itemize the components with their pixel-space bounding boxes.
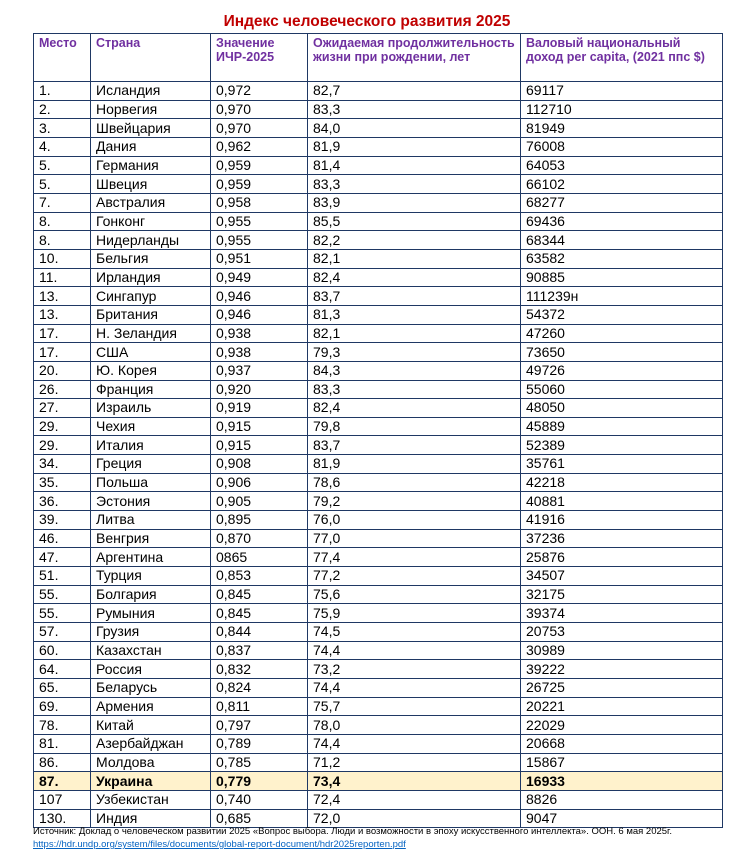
cell-place: 78. (34, 716, 91, 735)
cell-country: Аргентина (91, 548, 211, 567)
cell-country: Италия (91, 436, 211, 455)
cell-hdi: 0,844 (211, 623, 308, 642)
cell-place: 20. (34, 361, 91, 380)
cell-life-expectancy: 85,5 (308, 212, 521, 231)
table-row (34, 529, 723, 548)
cell-country: Молдова (91, 753, 211, 772)
cell-life-expectancy: 79,2 (308, 492, 521, 511)
table-row (34, 716, 723, 735)
cell-gni: 49726 (521, 361, 723, 380)
cell-life-expectancy: 84,3 (308, 361, 521, 380)
cell-gni: 68277 (521, 193, 723, 212)
cell-life-expectancy: 83,7 (308, 436, 521, 455)
cell-country: Израиль (91, 399, 211, 418)
table-row (34, 100, 723, 119)
cell-country: Норвегия (91, 100, 211, 119)
cell-life-expectancy: 74,4 (308, 734, 521, 753)
cell-place: 5. (34, 175, 91, 194)
page-title: Индекс человеческого развития 2025 (223, 13, 511, 30)
cell-country: США (91, 343, 211, 362)
cell-country: Венгрия (91, 529, 211, 548)
table-row (34, 492, 723, 511)
cell-country: Гонконг (91, 212, 211, 231)
cell-place: 13. (34, 305, 91, 324)
cell-life-expectancy: 81,9 (308, 455, 521, 474)
cell-gni: 39222 (521, 660, 723, 679)
cell-gni: 48050 (521, 399, 723, 418)
cell-life-expectancy: 81,4 (308, 156, 521, 175)
cell-place: 5. (34, 156, 91, 175)
cell-gni: 73650 (521, 343, 723, 362)
header-place: Место (34, 34, 91, 82)
cell-life-expectancy: 82,2 (308, 231, 521, 250)
cell-place: 26. (34, 380, 91, 399)
table-header-row (34, 34, 723, 82)
table-row (34, 436, 723, 455)
cell-hdi: 0,797 (211, 716, 308, 735)
table-row (34, 343, 723, 362)
cell-place: 47. (34, 548, 91, 567)
table-row (34, 473, 723, 492)
cell-country: Румыния (91, 604, 211, 623)
cell-place: 81. (34, 734, 91, 753)
cell-country: Армения (91, 697, 211, 716)
cell-country: Н. Зеландия (91, 324, 211, 343)
cell-place: 57. (34, 623, 91, 642)
table-row (34, 380, 723, 399)
cell-gni: 41916 (521, 511, 723, 530)
cell-hdi: 0,920 (211, 380, 308, 399)
cell-country: Исландия (91, 82, 211, 101)
cell-place: 17. (34, 324, 91, 343)
cell-country: Литва (91, 511, 211, 530)
cell-gni: 20668 (521, 734, 723, 753)
cell-hdi: 0865 (211, 548, 308, 567)
table-row (34, 268, 723, 287)
header-gni: Валовый национальный доход per capita, (2021 ппс $) (521, 34, 723, 82)
cell-life-expectancy: 81,9 (308, 137, 521, 156)
cell-gni: 16933 (521, 772, 723, 791)
cell-hdi: 0,845 (211, 604, 308, 623)
cell-life-expectancy: 82,4 (308, 268, 521, 287)
cell-gni: 8826 (521, 790, 723, 809)
cell-country: Ирландия (91, 268, 211, 287)
cell-hdi: 0,955 (211, 231, 308, 250)
cell-place: 55. (34, 585, 91, 604)
cell-place: 11. (34, 268, 91, 287)
table-row (34, 511, 723, 530)
table-row (34, 734, 723, 753)
cell-life-expectancy: 82,7 (308, 82, 521, 101)
cell-place: 55. (34, 604, 91, 623)
cell-gni: 42218 (521, 473, 723, 492)
cell-life-expectancy: 77,4 (308, 548, 521, 567)
table-row (34, 324, 723, 343)
table-row (34, 193, 723, 212)
cell-hdi: 0,949 (211, 268, 308, 287)
cell-country: Австралия (91, 193, 211, 212)
cell-hdi: 0,915 (211, 436, 308, 455)
table-row (34, 417, 723, 436)
cell-life-expectancy: 75,9 (308, 604, 521, 623)
cell-hdi: 0,811 (211, 697, 308, 716)
cell-gni: 20221 (521, 697, 723, 716)
cell-gni: 81949 (521, 119, 723, 138)
cell-life-expectancy: 82,1 (308, 249, 521, 268)
cell-hdi: 0,785 (211, 753, 308, 772)
cell-hdi: 0,740 (211, 790, 308, 809)
cell-hdi: 0,959 (211, 156, 308, 175)
cell-place: 10. (34, 249, 91, 268)
cell-life-expectancy: 73,4 (308, 772, 521, 791)
cell-place: 86. (34, 753, 91, 772)
source-link[interactable]: https://hdr.undp.org/system/files/documents/global-report-document/hdr2025reporten.pdf (33, 839, 406, 850)
cell-place: 13. (34, 287, 91, 306)
cell-gni: 63582 (521, 249, 723, 268)
cell-hdi: 0,832 (211, 660, 308, 679)
cell-place: 34. (34, 455, 91, 474)
cell-place: 27. (34, 399, 91, 418)
cell-hdi: 0,972 (211, 82, 308, 101)
cell-country: Ю. Корея (91, 361, 211, 380)
cell-country: Греция (91, 455, 211, 474)
table-row (34, 212, 723, 231)
cell-life-expectancy: 72,4 (308, 790, 521, 809)
cell-life-expectancy: 72,0 (308, 809, 521, 828)
cell-gni: 76008 (521, 137, 723, 156)
table-row (34, 399, 723, 418)
cell-gni: 37236 (521, 529, 723, 548)
cell-gni: 64053 (521, 156, 723, 175)
cell-gni: 39374 (521, 604, 723, 623)
cell-country: Грузия (91, 623, 211, 642)
cell-gni: 26725 (521, 679, 723, 698)
cell-hdi: 0,970 (211, 100, 308, 119)
cell-life-expectancy: 83,3 (308, 380, 521, 399)
table-row (34, 548, 723, 567)
cell-country: Британия (91, 305, 211, 324)
cell-gni: 34507 (521, 567, 723, 586)
cell-place: 36. (34, 492, 91, 511)
cell-place: 51. (34, 567, 91, 586)
cell-hdi: 0,946 (211, 305, 308, 324)
cell-country: Узбекистан (91, 790, 211, 809)
table-row (34, 137, 723, 156)
table-row (34, 772, 723, 791)
cell-hdi: 0,789 (211, 734, 308, 753)
table-row (34, 697, 723, 716)
table-row (34, 679, 723, 698)
cell-hdi: 0,951 (211, 249, 308, 268)
cell-gni: 9047 (521, 809, 723, 828)
cell-place: 8. (34, 212, 91, 231)
cell-hdi: 0,962 (211, 137, 308, 156)
cell-gni: 69436 (521, 212, 723, 231)
table-row (34, 604, 723, 623)
cell-gni: 32175 (521, 585, 723, 604)
cell-hdi: 0,959 (211, 175, 308, 194)
table-row (34, 623, 723, 642)
cell-gni: 112710 (521, 100, 723, 119)
cell-country: Бельгия (91, 249, 211, 268)
cell-hdi: 0,908 (211, 455, 308, 474)
cell-place: 39. (34, 511, 91, 530)
cell-country: Азербайджан (91, 734, 211, 753)
cell-hdi: 0,906 (211, 473, 308, 492)
cell-life-expectancy: 84,0 (308, 119, 521, 138)
table-row (34, 156, 723, 175)
cell-hdi: 0,970 (211, 119, 308, 138)
cell-place: 29. (34, 417, 91, 436)
cell-place: 4. (34, 137, 91, 156)
cell-hdi: 0,919 (211, 399, 308, 418)
cell-gni: 35761 (521, 455, 723, 474)
cell-hdi: 0,955 (211, 212, 308, 231)
cell-country: Чехия (91, 417, 211, 436)
cell-place: 87. (34, 772, 91, 791)
cell-place: 2. (34, 100, 91, 119)
cell-hdi: 0,946 (211, 287, 308, 306)
cell-place: 35. (34, 473, 91, 492)
cell-place: 60. (34, 641, 91, 660)
cell-hdi: 0,938 (211, 343, 308, 362)
cell-life-expectancy: 73,2 (308, 660, 521, 679)
cell-life-expectancy: 75,7 (308, 697, 521, 716)
table-row (34, 82, 723, 101)
table-row (34, 305, 723, 324)
cell-gni: 22029 (521, 716, 723, 735)
cell-life-expectancy: 82,1 (308, 324, 521, 343)
cell-place: 17. (34, 343, 91, 362)
cell-place: 46. (34, 529, 91, 548)
table-row (34, 455, 723, 474)
cell-life-expectancy: 79,8 (308, 417, 521, 436)
cell-gni: 30989 (521, 641, 723, 660)
cell-life-expectancy: 76,0 (308, 511, 521, 530)
cell-hdi: 0,937 (211, 361, 308, 380)
table-row (34, 249, 723, 268)
cell-hdi: 0,870 (211, 529, 308, 548)
cell-hdi: 0,938 (211, 324, 308, 343)
cell-country: Турция (91, 567, 211, 586)
cell-life-expectancy: 74,4 (308, 641, 521, 660)
cell-life-expectancy: 82,4 (308, 399, 521, 418)
table-row (34, 753, 723, 772)
source-text: Источник: Доклад о человеческом развитии 2025 «Вопрос выбора. Люди и возможности в эпоху искусственного интеллекта». ООН. 6 мая 2025г. (33, 826, 673, 837)
cell-country: Швейцария (91, 119, 211, 138)
cell-place: 3. (34, 119, 91, 138)
cell-place: 64. (34, 660, 91, 679)
cell-place: 7. (34, 193, 91, 212)
cell-country: Германия (91, 156, 211, 175)
cell-country: Болгария (91, 585, 211, 604)
table-row (34, 287, 723, 306)
cell-gni: 90885 (521, 268, 723, 287)
cell-country: Украина (91, 772, 211, 791)
cell-country: Казахстан (91, 641, 211, 660)
cell-gni: 111239н (521, 287, 723, 306)
cell-life-expectancy: 79,3 (308, 343, 521, 362)
cell-gni: 40881 (521, 492, 723, 511)
cell-place: 130. (34, 809, 91, 828)
cell-country: Россия (91, 660, 211, 679)
cell-life-expectancy: 75,6 (308, 585, 521, 604)
cell-life-expectancy: 77,2 (308, 567, 521, 586)
cell-place: 69. (34, 697, 91, 716)
table-row (34, 790, 723, 809)
cell-country: Нидерланды (91, 231, 211, 250)
table-row (34, 660, 723, 679)
table-row (34, 175, 723, 194)
cell-gni: 20753 (521, 623, 723, 642)
cell-hdi: 0,779 (211, 772, 308, 791)
cell-gni: 54372 (521, 305, 723, 324)
cell-life-expectancy: 83,7 (308, 287, 521, 306)
hdi-table (33, 33, 723, 828)
cell-hdi: 0,853 (211, 567, 308, 586)
cell-hdi: 0,824 (211, 679, 308, 698)
table-row (34, 567, 723, 586)
cell-gni: 69117 (521, 82, 723, 101)
table-row (34, 585, 723, 604)
cell-place: 65. (34, 679, 91, 698)
cell-gni: 15867 (521, 753, 723, 772)
cell-country: Швеция (91, 175, 211, 194)
header-life-expectancy: Ожидаемая продолжительность жизни при рождении, лет (308, 34, 521, 82)
cell-place: 1. (34, 82, 91, 101)
cell-life-expectancy: 71,2 (308, 753, 521, 772)
cell-hdi: 0,845 (211, 585, 308, 604)
cell-life-expectancy: 83,9 (308, 193, 521, 212)
cell-place: 29. (34, 436, 91, 455)
cell-country: Эстония (91, 492, 211, 511)
cell-gni: 68344 (521, 231, 723, 250)
table-body (34, 82, 723, 828)
table-row (34, 361, 723, 380)
cell-country: Беларусь (91, 679, 211, 698)
cell-hdi: 0,837 (211, 641, 308, 660)
cell-country: Дания (91, 137, 211, 156)
table-row (34, 641, 723, 660)
cell-life-expectancy: 78,0 (308, 716, 521, 735)
cell-country: Франция (91, 380, 211, 399)
cell-hdi: 0,905 (211, 492, 308, 511)
cell-life-expectancy: 74,4 (308, 679, 521, 698)
cell-place: 107 (34, 790, 91, 809)
cell-country: Индия (91, 809, 211, 828)
cell-hdi: 0,958 (211, 193, 308, 212)
cell-hdi: 0,915 (211, 417, 308, 436)
header-hdi: Значение ИЧР-2025 (211, 34, 308, 82)
cell-life-expectancy: 77,0 (308, 529, 521, 548)
cell-life-expectancy: 83,3 (308, 175, 521, 194)
cell-gni: 45889 (521, 417, 723, 436)
cell-gni: 66102 (521, 175, 723, 194)
cell-gni: 25876 (521, 548, 723, 567)
cell-life-expectancy: 81,3 (308, 305, 521, 324)
cell-hdi: 0,895 (211, 511, 308, 530)
cell-gni: 55060 (521, 380, 723, 399)
cell-country: Китай (91, 716, 211, 735)
header-country: Страна (91, 34, 211, 82)
cell-gni: 52389 (521, 436, 723, 455)
table-row (34, 119, 723, 138)
cell-country: Польша (91, 473, 211, 492)
source-note (33, 825, 723, 851)
cell-life-expectancy: 78,6 (308, 473, 521, 492)
table-row (34, 231, 723, 250)
cell-hdi: 0,685 (211, 809, 308, 828)
cell-place: 8. (34, 231, 91, 250)
cell-country: Сингапур (91, 287, 211, 306)
cell-life-expectancy: 74,5 (308, 623, 521, 642)
cell-life-expectancy: 83,3 (308, 100, 521, 119)
cell-gni: 47260 (521, 324, 723, 343)
